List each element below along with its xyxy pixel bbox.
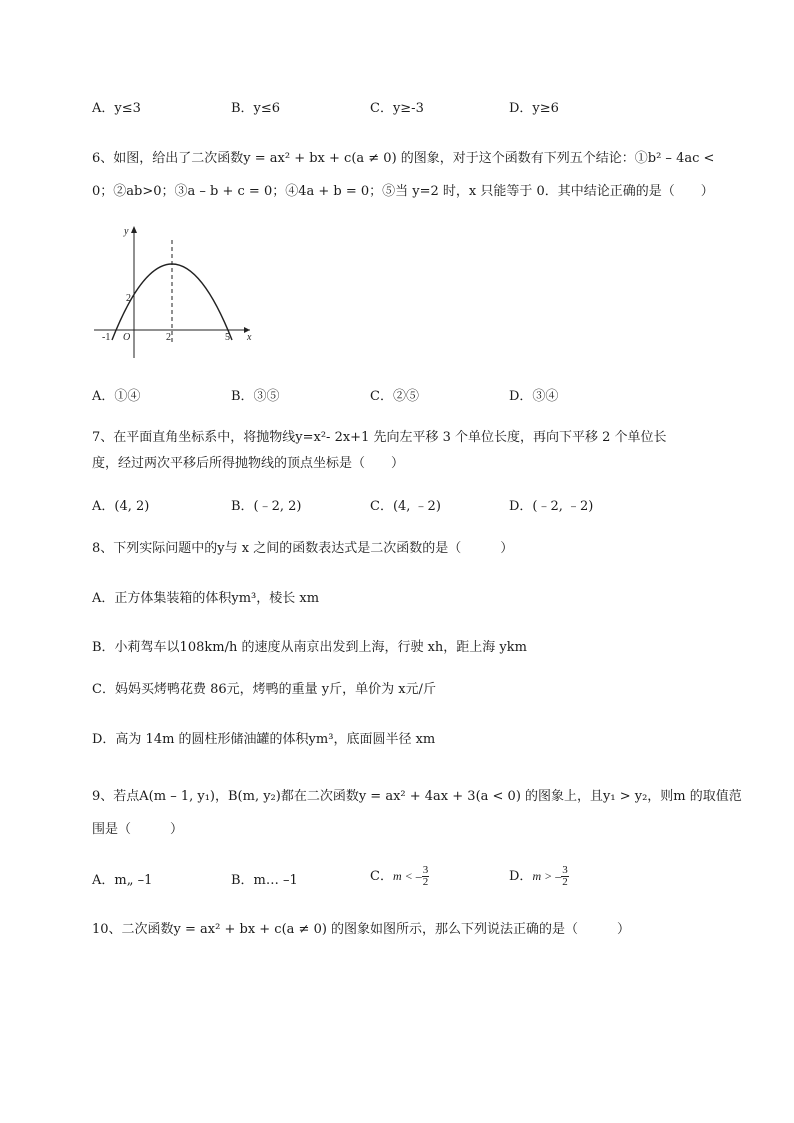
q7-option-c: C．(4, ﹣2) [370,499,441,514]
q9-option-d [509,865,569,888]
q5-option-c: C．y≥-3 [370,101,424,116]
q9-stem-line-1: 9、若点A(m – 1, y₁)，B(m, y₂)都在二次函数y = ax² + 4ax + 3(a < 0) 的图象上，且y₁ > y₂，则m 的取值范 [92,789,742,804]
x-two-label: 2 [166,332,171,343]
q6-option-d: D．③④ [509,389,559,404]
q9-option-a: A．m„ –1 [92,873,153,888]
y-two-label: 2 [126,293,131,304]
neg-one-label: -1 [102,332,111,343]
q5-option-a: A．y≤3 [92,101,141,116]
q9-option-c-letter: C． [370,869,393,884]
q9-option-d-expr: m > – [532,869,562,883]
q9-option-d-letter: D． [509,869,533,884]
origin-label: O [123,332,131,343]
q6-stem-line-1: 6、如图，给出了二次函数y = ax² + bx + c(a ≠ 0) 的图象，对于这个函数有下列五个结论：①b² – 4ac < [92,151,715,166]
q10-stem: 10、二次函数y = ax² + bx + c(a ≠ 0) 的图象如图所示，那么下列说法正确的是（ ） [92,922,631,937]
q5-option-b: B．y≤6 [231,101,281,116]
x-axis-label: x [247,332,252,343]
q9-stem-line-2: 围是（ ） [92,822,184,837]
q6-stem-line-2: 0；②ab>0；③a – b + c = 0；④4a + b = 0；⑤当 y=2 时，x 只能等于 0．其中结论正确的是（ ） [92,184,714,199]
q6-option-b: B．③⑤ [231,389,280,404]
q9-option-b: B．m… –1 [231,873,298,888]
y-axis-label: y [124,226,129,237]
q9-option-c-expr: m < – [392,869,422,883]
q6-option-c: C．②⑤ [370,389,419,404]
q7-option-b: B．(﹣2, 2) [231,499,302,514]
q6-parabola-graph [92,222,262,362]
q7-option-a: A．(4, 2) [92,499,150,514]
q9-option-c-fraction [422,865,430,888]
q6-option-a: A．①④ [92,389,141,404]
q8-option-b: B．小莉驾车以108km/h 的速度从南京出发到上海，行驶 xh，距上海 ykm [92,640,527,655]
fraction-denominator: 2 [422,876,429,888]
q7-stem-line-1: 7、在平面直角坐标系中，将抛物线y=x²- 2x+1 先向左平移 3 个单位长度，再向下平移 2 个单位长 [92,430,667,445]
q7-option-d: D．(﹣2, ﹣2) [509,499,594,514]
fraction-numerator: 3 [422,864,429,876]
q8-option-c: C．妈妈买烤鸭花费 86元，烤鸭的重量 y斤，单价为 x元/斤 [92,682,436,697]
x-five-label: 5 [225,332,230,343]
q9-option-c [370,865,429,888]
q8-option-a: A．正方体集装箱的体积ym³，棱长 xm [92,591,320,606]
fraction-numerator: 3 [562,864,568,876]
fraction-denominator: 2 [562,876,568,888]
q8-stem: 8、下列实际问题中的y与 x 之间的函数表达式是二次函数的是（ ） [92,541,514,556]
y-axis-arrow-icon [131,226,137,233]
q8-option-d: D．高为 14m 的圆柱形储油罐的体积ym³，底面圆半径 xm [92,732,436,747]
q7-stem-line-2: 度，经过两次平移后所得抛物线的顶点坐标是（ ） [92,456,405,471]
q9-option-d-fraction [561,865,569,888]
q5-option-d: D．y≥6 [509,101,559,116]
